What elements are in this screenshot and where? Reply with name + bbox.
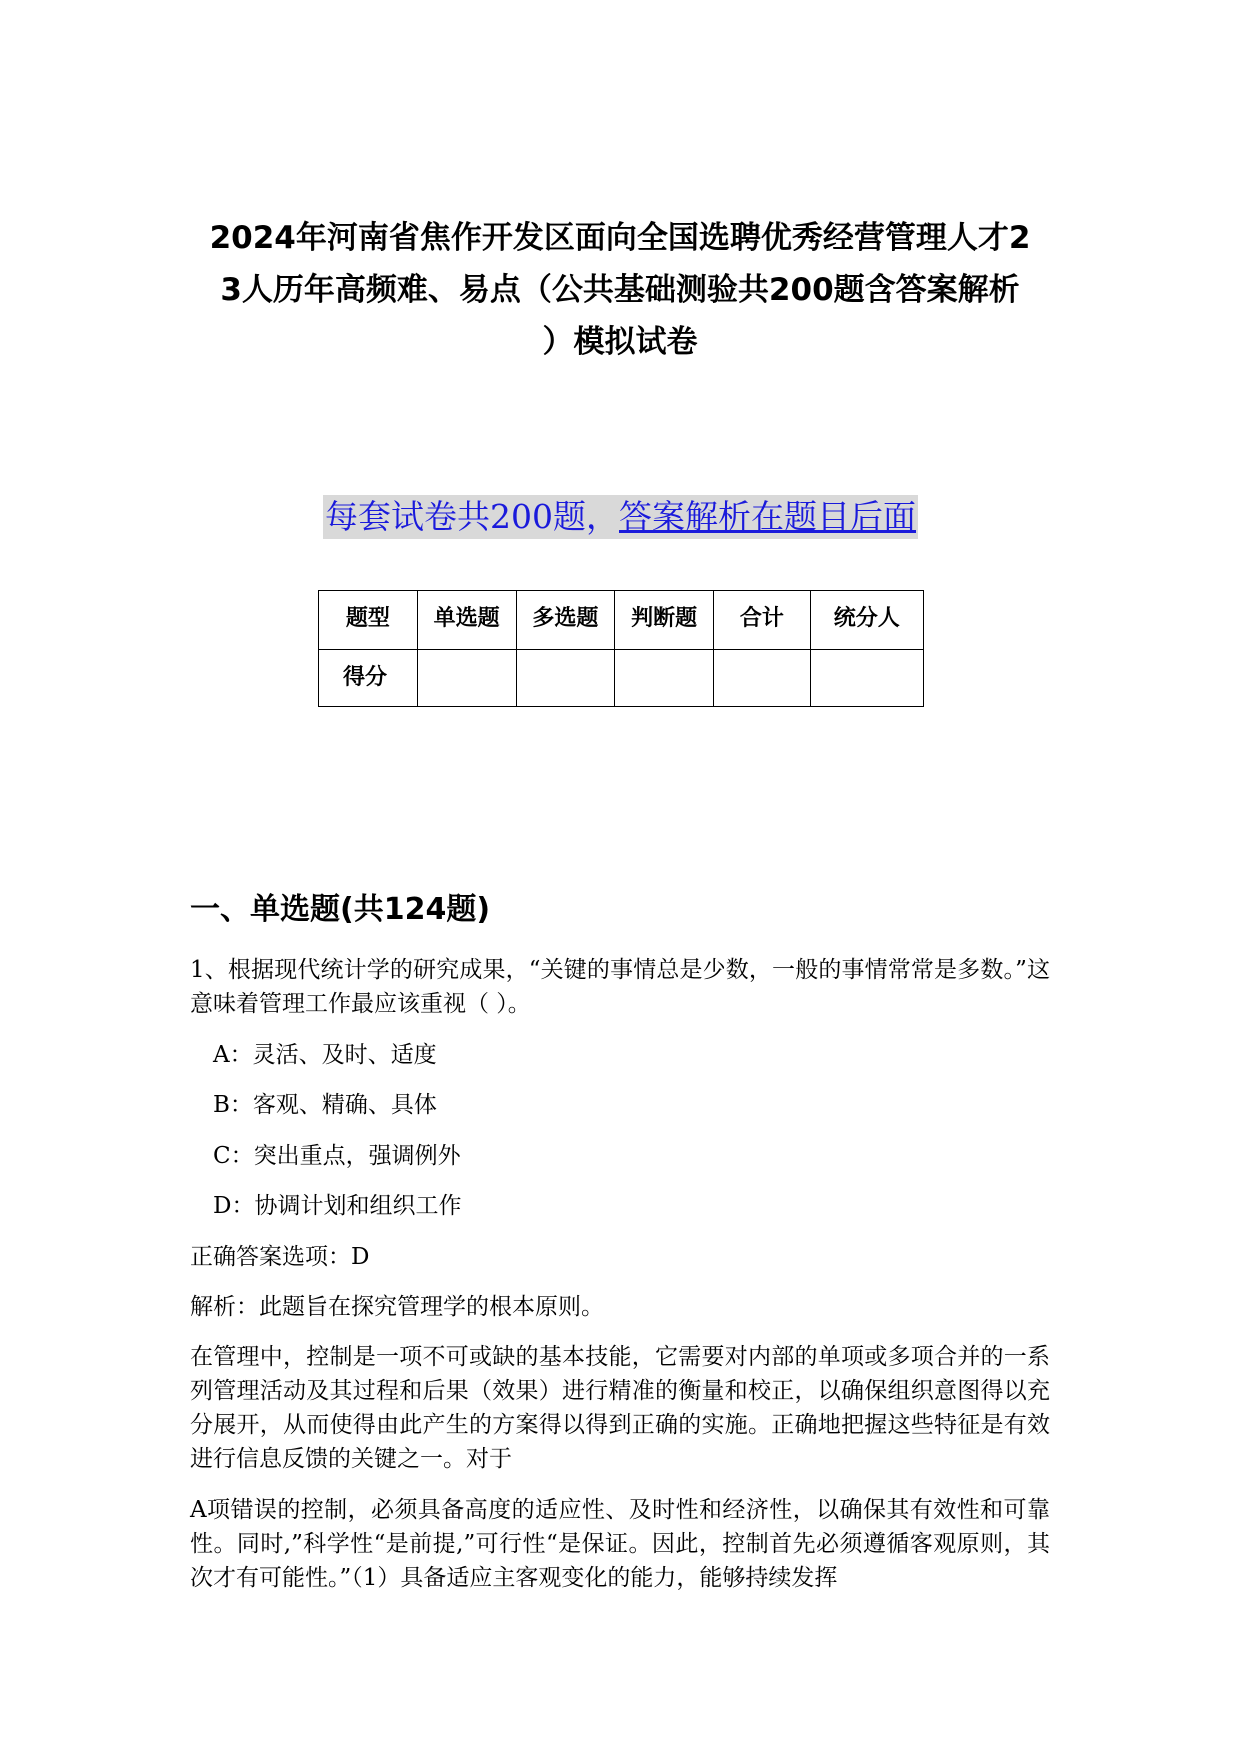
title-line-2: 3人历年高频难、易点（公共基础测验共200题含答案解析 [220, 272, 1020, 308]
header-cell-multi: 多选题 [516, 591, 615, 650]
question-stem: 1、根据现代统计学的研究成果，“关键的事情总是少数，一般的事情常常是多数。”这意味着管理工作最应该重视（ ）。 [190, 957, 1050, 1017]
option-b: B：客观、精确、具体 [213, 1092, 437, 1118]
score-cell-multi [516, 649, 615, 707]
analysis-paragraph-2: A项错误的控制，必须具备高度的适应性、及时性和经济性，以确保其有效性和可靠性。同时,”科学性“是前提,”可行性“是保证。因此，控制首先必须遵循客观原则，其次才有可能性。”（1）具备适应主客观变化的能力，能够持续发挥 [190, 1497, 1050, 1591]
title-line-1: 2024年河南省焦作开发区面向全国选聘优秀经营管理人才2 [209, 220, 1031, 256]
correct-answer: 正确答案选项：D [190, 1244, 370, 1270]
score-cell-total [714, 649, 811, 707]
option-c: C：突出重点，强调例外 [213, 1143, 461, 1169]
analysis-intro: 解析：此题旨在探究管理学的根本原则。 [190, 1294, 604, 1320]
option-a: A：灵活、及时、适度 [213, 1042, 437, 1068]
title-line-3: ）模拟试卷 [542, 324, 698, 360]
header-cell-judge: 判断题 [615, 591, 714, 650]
option-d: D：协调计划和组织工作 [213, 1193, 462, 1219]
analysis-paragraph-1: 在管理中，控制是一项不可或缺的基本技能，它需要对内部的单项或多项合并的一系列管理活动及其过程和后果（效果）进行精准的衡量和校正，以确保组织意图得以充分展开，从而使得由此产生的方案得以得到正确的实施。正确地把握这些特征是有效进行信息反馈的关键之一。对于 [190, 1344, 1050, 1472]
answer-location-link[interactable]: 答案解析在题目后面 [619, 497, 916, 536]
score-table-header-row [319, 591, 924, 650]
score-table [318, 590, 924, 707]
header-cell-grader: 统分人 [810, 591, 923, 650]
score-cell-single [417, 649, 516, 707]
score-table-score-row [319, 649, 924, 707]
banner-text: 每套试卷共200题， [325, 497, 619, 536]
document-title [185, 212, 1055, 368]
score-row-label: 得分 [319, 649, 418, 707]
header-cell-type: 题型 [319, 591, 418, 650]
score-cell-judge [615, 649, 714, 707]
section-heading: 一、单选题(共124题) [190, 892, 491, 927]
header-cell-single: 单选题 [417, 591, 516, 650]
banner-highlight [323, 495, 918, 539]
info-banner [0, 495, 1241, 539]
header-cell-total: 合计 [714, 591, 811, 650]
score-cell-grader [810, 649, 923, 707]
